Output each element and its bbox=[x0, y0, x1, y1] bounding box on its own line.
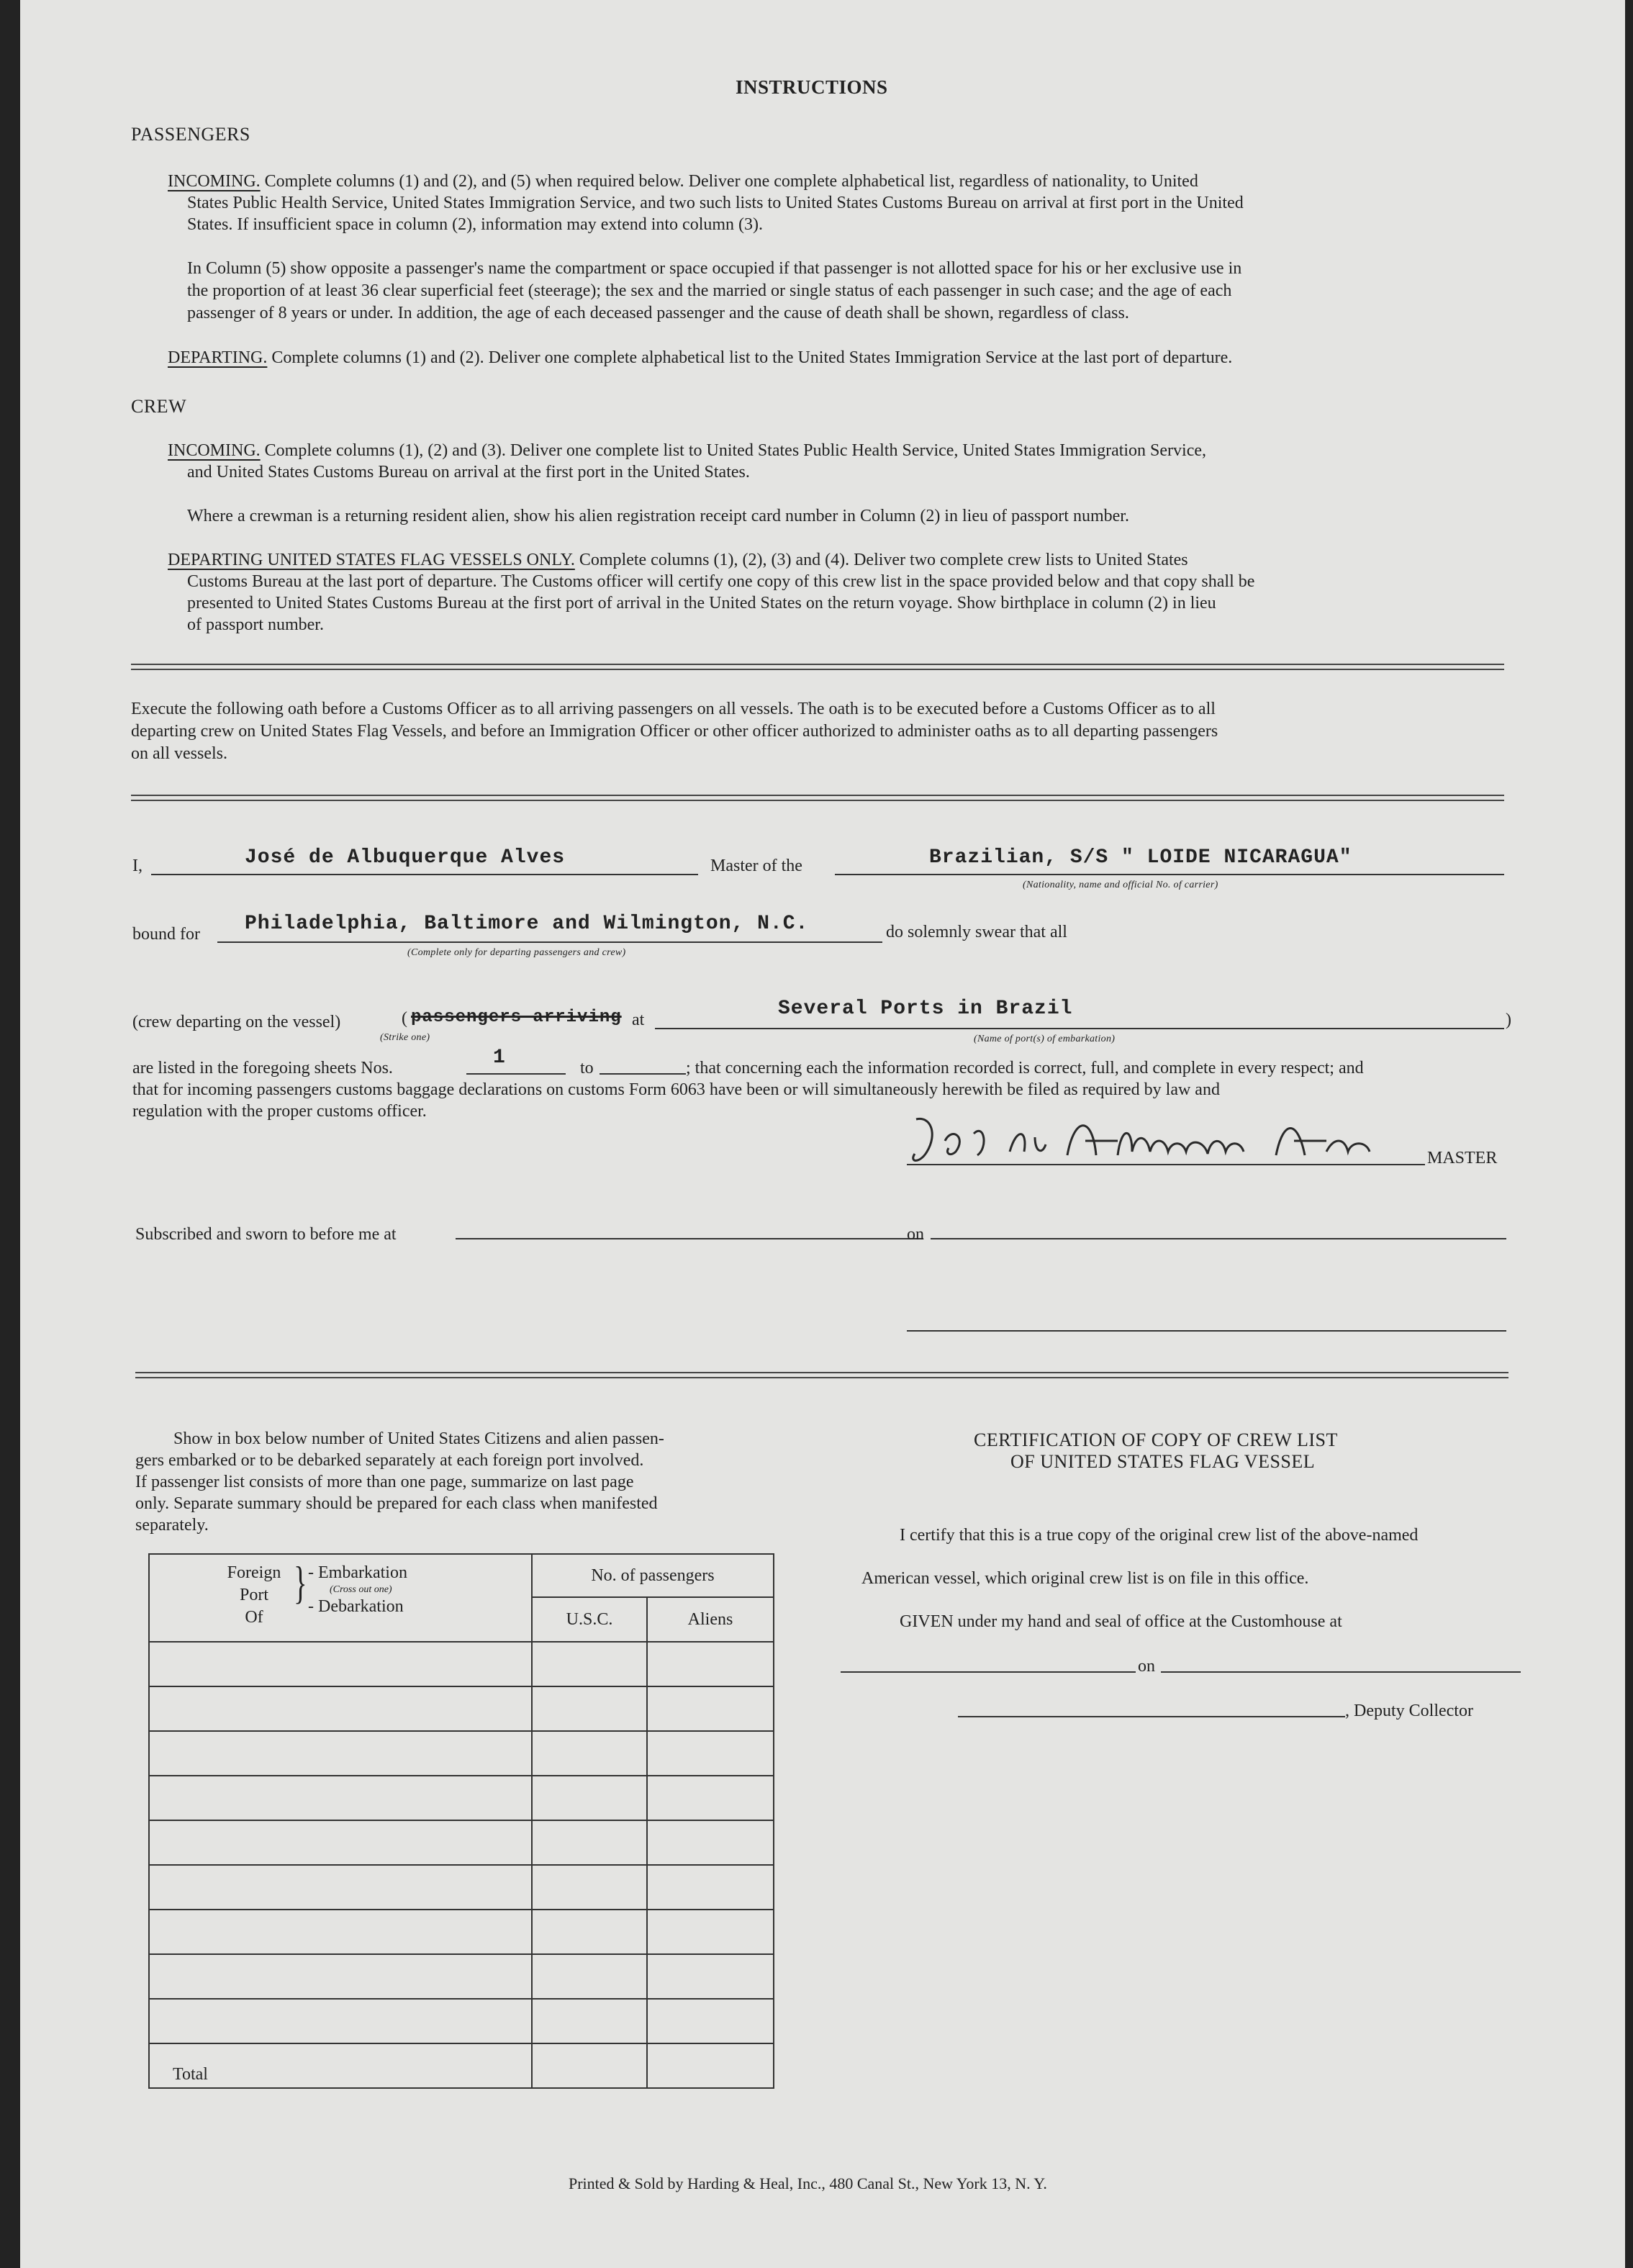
cert-on-label: on bbox=[1138, 1657, 1155, 1676]
bound-for-field[interactable] bbox=[217, 941, 882, 943]
strike-caption: (Strike one) bbox=[380, 1032, 430, 1043]
ports-caption: (Name of port(s) of embarkation) bbox=[974, 1034, 1116, 1044]
vessel-value: Brazilian, S/S " LOIDE NICARAGUA" bbox=[929, 846, 1352, 869]
table-row bbox=[149, 1999, 774, 2043]
certify-line3: GIVEN under my hand and seal of office at the Customhouse at bbox=[900, 1612, 1342, 1631]
master-name-value: José de Albuquerque Alves bbox=[245, 846, 566, 869]
passengers-incoming-line2: States Public Health Service, United States Immigration Service, and two such lists to United States Customs Bureau on arrival at first port in the United bbox=[187, 194, 1244, 212]
certification-title-line1: CERTIFICATION OF COPY OF CREW LIST bbox=[974, 1429, 1338, 1450]
total-label: Total bbox=[149, 2043, 532, 2088]
swear-text: do solemnly swear that all bbox=[886, 923, 1067, 941]
document-page bbox=[20, 0, 1625, 2268]
passengers-incoming-label: INCOMING. bbox=[168, 172, 261, 191]
sworn-place-field[interactable] bbox=[456, 1238, 923, 1239]
summary-intro-line2: gers embarked or to be debarked separately at each foreign port involved. bbox=[135, 1451, 644, 1470]
oath-intro-line2: departing crew on United States Flag Vessels, and before an Immigration Officer or other officer authorized to administer oaths as to all departing passengers bbox=[131, 722, 1218, 741]
section-divider bbox=[131, 795, 1504, 801]
certify-line2: American vessel, which original crew list is on file in this office. bbox=[861, 1569, 1309, 1588]
crew-incoming-line1: INCOMING. Complete columns (1), (2) and (3). Deliver one complete list to United States Public Health Service, United States Immigration Service, bbox=[168, 441, 1207, 460]
bound-for-caption: (Complete only for departing passengers and crew) bbox=[407, 947, 626, 958]
crew-departing-line4: of passport number. bbox=[187, 615, 324, 634]
table-row bbox=[149, 1686, 774, 1731]
crew-departing-option: (crew departing on the vessel) bbox=[132, 1013, 341, 1031]
certification-title-line2: OF UNITED STATES FLAG VESSEL bbox=[1010, 1451, 1316, 1472]
sworn-date-field[interactable] bbox=[931, 1238, 1506, 1239]
crew-departing-line1: DEPARTING UNITED STATES FLAG VESSELS ONLY. Complete columns (1), (2), (3) and (4). Deliver two complete crew lists to United States bbox=[168, 551, 1188, 569]
brace-icon: } bbox=[294, 1557, 307, 1608]
crew-incoming-label: INCOMING. bbox=[168, 441, 261, 460]
i-label: I, bbox=[132, 857, 143, 875]
sheet-from-field[interactable] bbox=[466, 1073, 566, 1075]
table-row bbox=[149, 1642, 774, 1686]
usc-header: U.S.C. bbox=[532, 1597, 647, 1642]
passengers-departing: DEPARTING. Complete columns (1) and (2). Deliver one complete alphabetical list to the United States Immigration Service at the last port of departure. bbox=[168, 348, 1233, 367]
summary-intro-line3: If passenger list consists of more than one page, summarize on last page bbox=[135, 1473, 634, 1491]
sheet-to-field[interactable] bbox=[600, 1073, 686, 1075]
ports-field[interactable] bbox=[655, 1028, 1504, 1029]
passenger-summary-table bbox=[148, 1553, 774, 2089]
close-paren: ) bbox=[1506, 1011, 1511, 1029]
summary-intro-line5: separately. bbox=[135, 1516, 209, 1535]
master-signature bbox=[902, 1112, 1420, 1170]
aliens-header: Aliens bbox=[647, 1597, 774, 1642]
certify-line1: I certify that this is a true copy of the original crew list of the above-named bbox=[900, 1526, 1419, 1545]
passengers-arriving-struck: passengers arriving bbox=[411, 1008, 622, 1027]
listed-text: are listed in the foregoing sheets Nos. bbox=[132, 1059, 393, 1077]
table-row bbox=[149, 1776, 774, 1820]
no-of-passengers-header: No. of passengers bbox=[532, 1554, 774, 1597]
master-of-label: Master of the bbox=[710, 857, 802, 875]
column5-line1: In Column (5) show opposite a passenger's name the compartment or space occupied if that passenger is not allotted space for his or her exclusive use in bbox=[187, 259, 1242, 278]
to-label: to bbox=[580, 1059, 594, 1077]
sheet-from-value: 1 bbox=[493, 1047, 506, 1069]
vessel-field[interactable] bbox=[835, 874, 1504, 875]
table-header-row bbox=[149, 1554, 774, 1597]
column5-line2: the proportion of at least 36 clear superficial feet (steerage); the sex and the married or single status of each passenger in such case; and the age of each bbox=[187, 281, 1232, 300]
section-divider bbox=[131, 664, 1504, 670]
baggage-line: that for incoming passengers customs baggage declarations on customs Form 6063 have been or will simultaneously herewith be filed as required by law and bbox=[132, 1080, 1220, 1099]
master-label: MASTER bbox=[1427, 1149, 1498, 1167]
crew-departing-line2: Customs Bureau at the last port of departure. The Customs officer will certify one copy of this crew list in the space provided below and that copy shall be bbox=[187, 572, 1255, 591]
port-header-cell bbox=[149, 1554, 532, 1642]
subscribed-text: Subscribed and sworn to before me at bbox=[135, 1225, 397, 1244]
column5-line3: passenger of 8 years or under. In addition, the age of each deceased passenger and the cause of death shall be shown, regardless of class. bbox=[187, 304, 1129, 322]
crew-departing-label: DEPARTING UNITED STATES FLAG VESSELS ONLY. bbox=[168, 551, 575, 569]
printer-footer: Printed & Sold by Harding & Heal, Inc., 480 Canal St., New York 13, N. Y. bbox=[569, 2174, 1047, 2192]
table-row bbox=[149, 1820, 774, 1865]
crew-heading: CREW bbox=[131, 396, 187, 417]
summary-intro-line4: only. Separate summary should be prepared for each class when manifested bbox=[135, 1494, 658, 1513]
passengers-incoming-line3: States. If insufficient space in column (2), information may extend into column (3). bbox=[187, 215, 764, 234]
table-row bbox=[149, 1865, 774, 1910]
signature-scribble bbox=[902, 1112, 1420, 1170]
embark-debark-label: - Embarkation (Cross out one) - Debarkation bbox=[308, 1563, 407, 1616]
passengers-heading: PASSENGERS bbox=[131, 124, 250, 145]
oath-intro-line1: Execute the following oath before a Customs Officer as to all arriving passengers on all vessels. The oath is to be executed before a Customs Officer as to all bbox=[131, 700, 1216, 718]
section-divider bbox=[135, 1372, 1508, 1378]
cert-date-field[interactable] bbox=[1161, 1671, 1521, 1673]
ports-value: Several Ports in Brazil bbox=[778, 998, 1073, 1020]
passengers-incoming-line1: INCOMING. Complete columns (1) and (2), and (5) when required below. Deliver one complete alphabetical list, regardless of nationality, to United bbox=[168, 172, 1198, 191]
passengers-departing-label: DEPARTING. bbox=[168, 348, 268, 367]
crew-incoming-line2: and United States Customs Bureau on arrival at the first port in the United States. bbox=[187, 463, 750, 482]
customhouse-field[interactable] bbox=[841, 1671, 1136, 1673]
master-name-field[interactable] bbox=[151, 874, 698, 875]
summary-intro-line1: Show in box below number of United States Citizens and alien passen- bbox=[173, 1429, 664, 1448]
total-row bbox=[149, 2043, 774, 2088]
bound-for-label: bound for bbox=[132, 925, 200, 944]
sworn-on-label: on bbox=[907, 1225, 924, 1244]
table-row bbox=[149, 1910, 774, 1954]
port-of-label: Foreign Port Of bbox=[227, 1563, 281, 1627]
deputy-collector-label: , Deputy Collector bbox=[1345, 1702, 1473, 1720]
open-paren: ( bbox=[402, 1009, 407, 1028]
vessel-caption: (Nationality, name and official No. of carrier) bbox=[1023, 880, 1218, 890]
instructions-title: INSTRUCTIONS bbox=[736, 76, 888, 98]
officer-signature-field[interactable] bbox=[907, 1330, 1506, 1332]
regulation-line: regulation with the proper customs officer. bbox=[132, 1102, 427, 1121]
at-label: at bbox=[632, 1011, 645, 1029]
concerning-text: ; that concerning each the information recorded is correct, full, and complete in every respect; and bbox=[686, 1059, 1364, 1077]
crew-alien-line: Where a crewman is a returning resident alien, show his alien registration receipt card number in Column (2) in lieu of passport number. bbox=[187, 507, 1129, 525]
bound-for-value: Philadelphia, Baltimore and Wilmington, N.C. bbox=[245, 913, 809, 935]
crew-departing-line3: presented to United States Customs Bureau at the first port of arrival in the United States on the return voyage. Show birthplace in column (2) in lieu bbox=[187, 594, 1216, 613]
deputy-signature-field[interactable] bbox=[958, 1716, 1345, 1717]
oath-intro-line3: on all vessels. bbox=[131, 744, 227, 763]
table-row bbox=[149, 1954, 774, 1999]
table-row bbox=[149, 1731, 774, 1776]
